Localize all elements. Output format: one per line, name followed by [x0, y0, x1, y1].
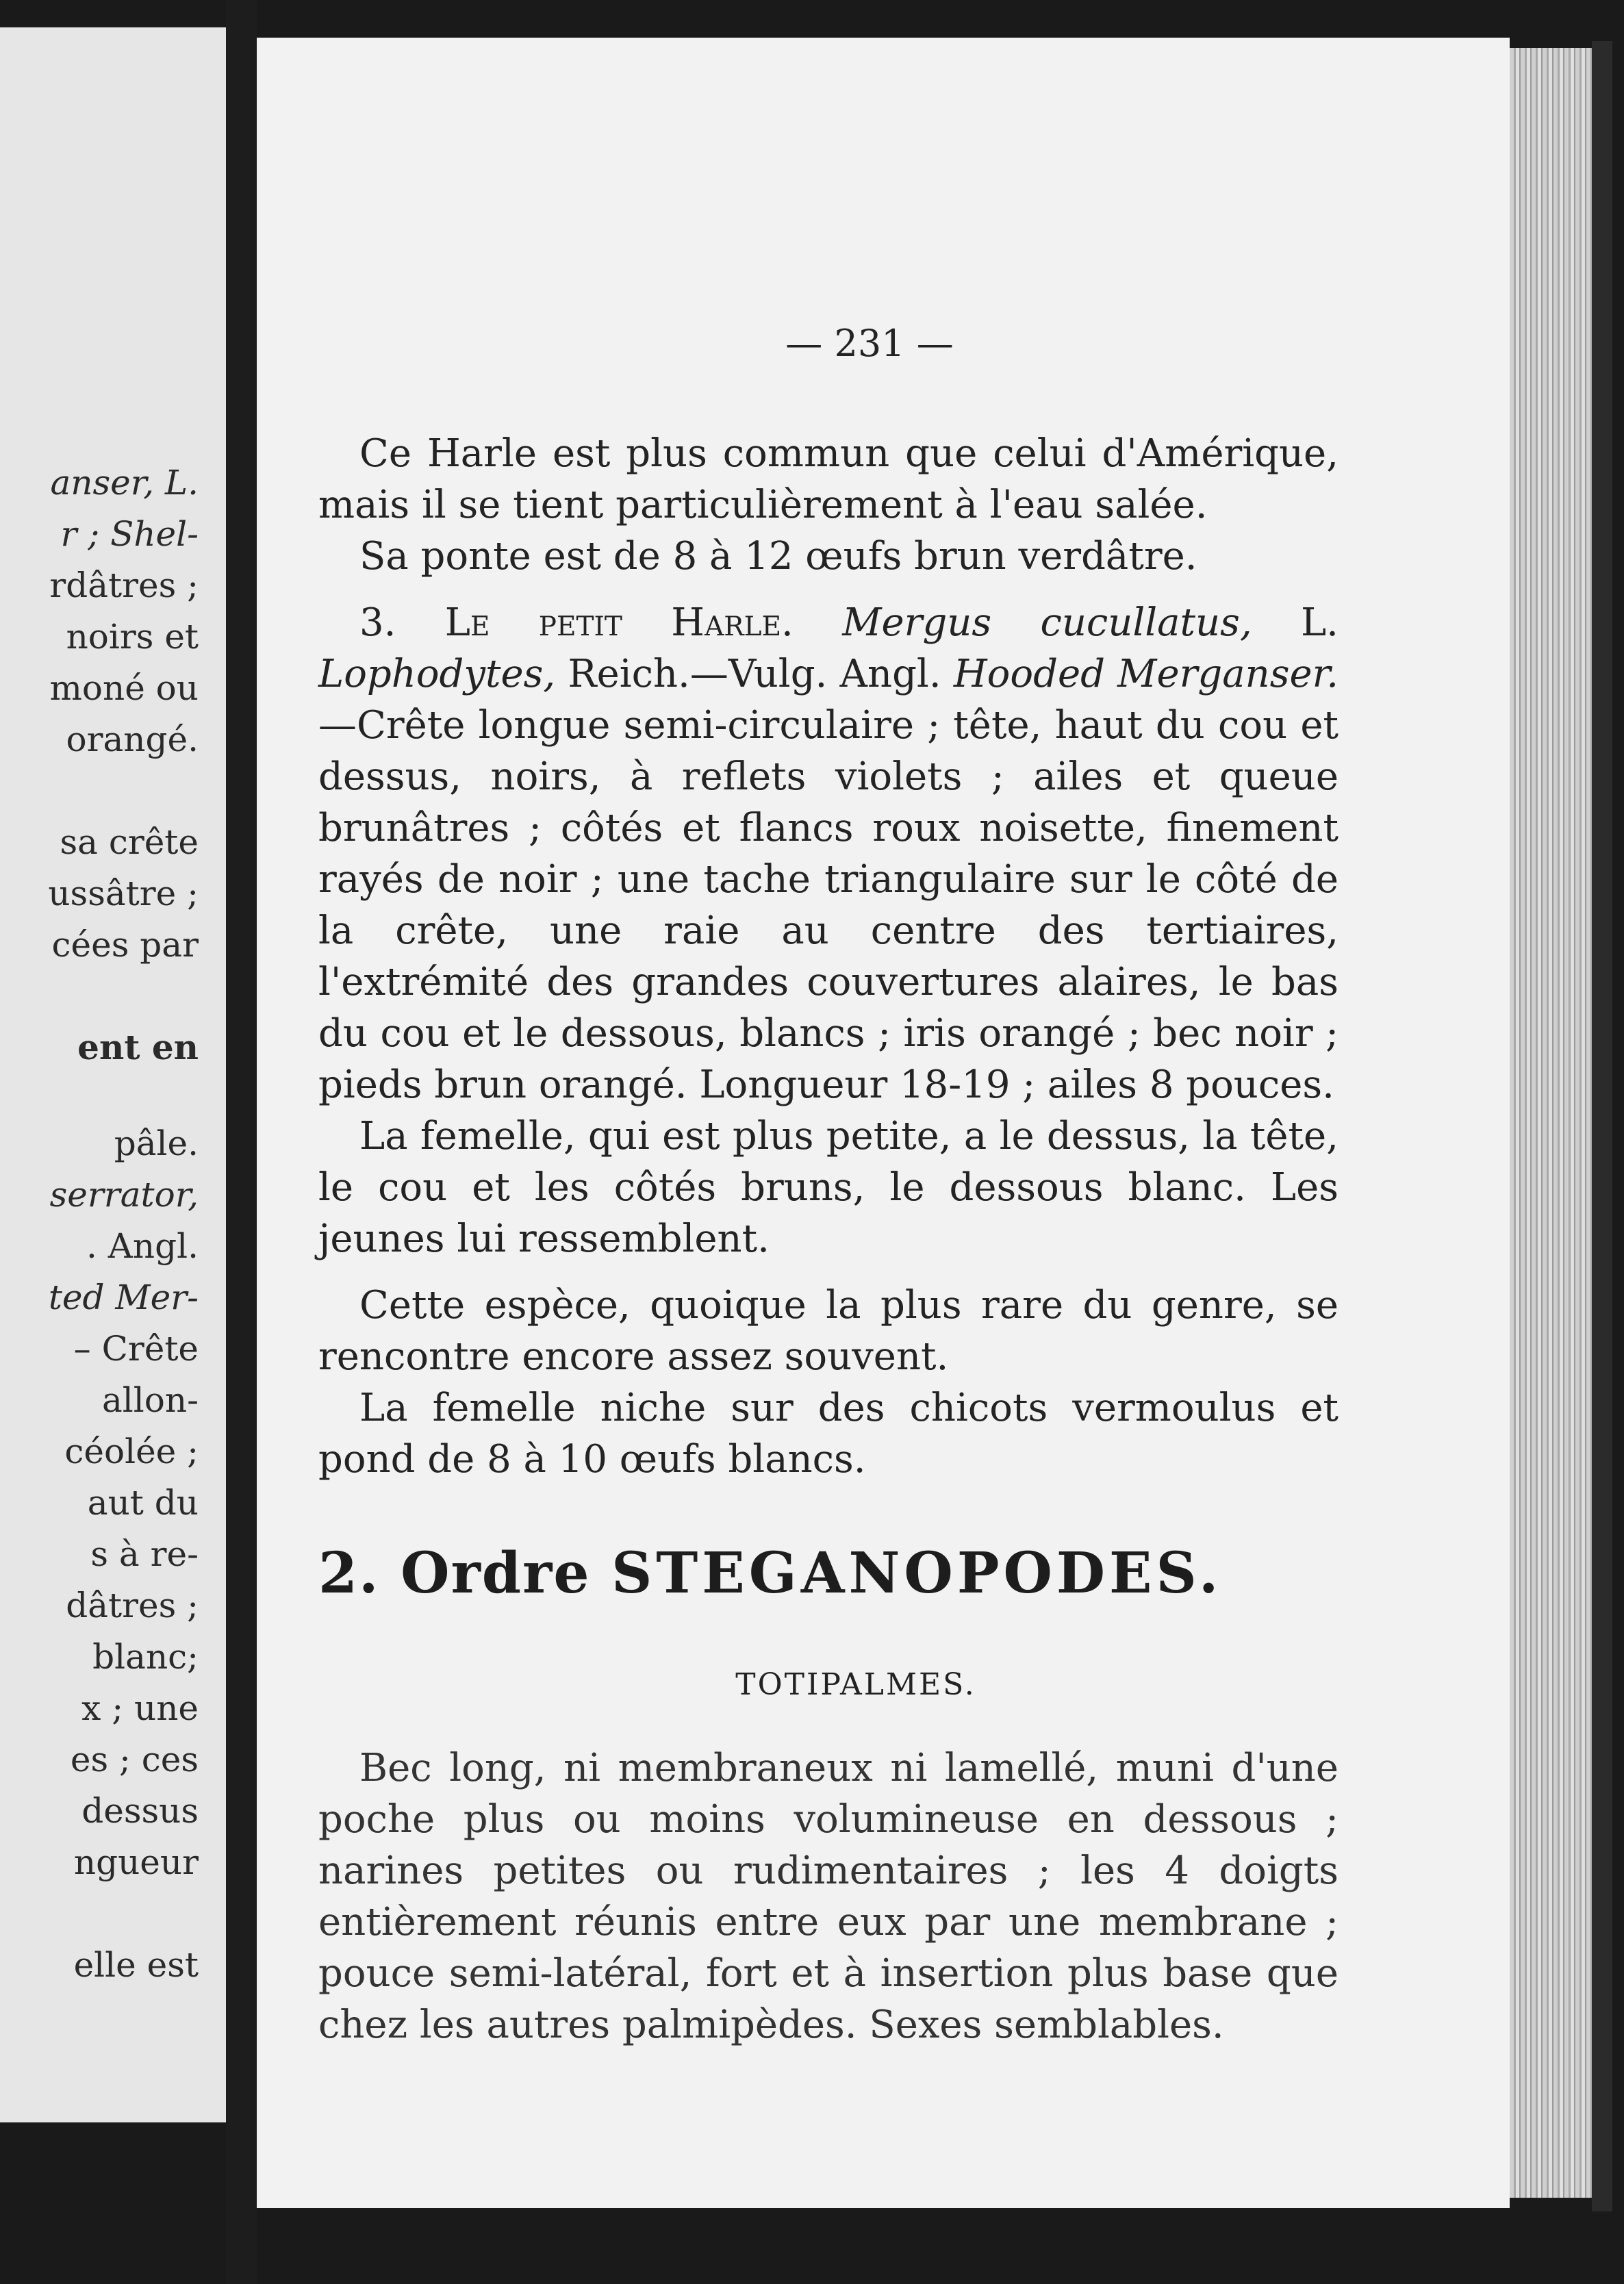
left-page-line: dâtres ;: [66, 1586, 199, 1625]
paragraph-text: Cette espèce, quoique la plus rare du genre, se rencontre encore assez souvent.: [318, 1283, 1338, 1379]
paragraph-text: Sa ponte est de 8 à 12 œufs brun verdâtre.: [359, 534, 1197, 579]
order-name: STEGANOPODES.: [611, 1540, 1223, 1606]
left-page-line: ted Mer-: [48, 1278, 199, 1317]
order-heading: [318, 1540, 1345, 1606]
left-page-line: . Angl.: [86, 1226, 199, 1266]
left-page: [0, 27, 226, 2122]
paragraph: [318, 428, 1338, 531]
left-page-line: aut du: [87, 1483, 199, 1523]
paragraph: [318, 1280, 1338, 1382]
left-page-line: moné ou: [49, 668, 199, 708]
text-block-bottom: [318, 1742, 1338, 2051]
left-page-line: noirs et: [66, 617, 199, 657]
left-page-line: ngueur: [73, 1842, 199, 1882]
left-page-line: ussâtre ;: [48, 874, 199, 913]
left-page-line: sa crête: [60, 822, 199, 862]
left-page-line: elle est: [73, 1945, 199, 1985]
book-gutter: [226, 0, 257, 2284]
text-block-top: [318, 428, 1338, 1485]
right-page: [257, 38, 1510, 2208]
species-common-name: Le petit Harle.: [444, 600, 794, 645]
paragraph: [318, 1382, 1338, 1485]
species-latin-name: Mergus cucullatus,: [842, 600, 1252, 645]
left-page-line: s à re-: [90, 1534, 199, 1574]
left-page-line: – Crête: [73, 1329, 199, 1369]
left-page-line: es ; ces: [70, 1740, 199, 1779]
species-author: L.: [1252, 600, 1338, 645]
paragraph-text: La femelle niche sur des chicots vermoulus et pond de 8 à 10 œufs blancs.: [318, 1386, 1338, 1482]
left-page-line: x ; une: [81, 1688, 199, 1728]
species-synonym: Lophodytes,: [318, 652, 556, 696]
species-entry: [318, 597, 1338, 1111]
paragraph-text: La femelle, qui est plus petite, a le dessus, la tête, le cou et les côtés bruns, le dessous blanc. Les jeunes lui ressemblent.: [318, 1114, 1338, 1261]
left-page-line: céolée ;: [64, 1432, 199, 1471]
species-description: —Crête longue semi-circulaire ; tête, haut du cou et dessus, noirs, à reflets violets ; ailes et queue brunâtres ; côtés et flancs roux noisette, finement rayés de noir ; une tache triangulaire sur le côté de la crête, une raie au centre des tertiaires, l'extrémité des grandes couvertures alaires, le bas du cou et le dessous, blancs ; iris orangé ; bec noir ; pieds brun orangé. Longueur 18-19 ; ailes 8 pouces.: [318, 703, 1338, 1107]
page-edges-shadow: [1592, 41, 1612, 2211]
species-number: 3.: [359, 600, 396, 645]
left-page-line: r ; Shel-: [60, 514, 199, 554]
left-page-line: blanc;: [92, 1637, 199, 1677]
left-page-line: dessus: [81, 1791, 199, 1831]
left-page-line: allon-: [102, 1380, 199, 1420]
subheading: TOTIPALMES.: [735, 1667, 976, 1702]
left-page-line: serrator,: [49, 1175, 199, 1215]
left-page-line: ent en: [77, 1027, 199, 1067]
left-page-line: rdâtres ;: [49, 566, 199, 605]
left-page-line: orangé.: [66, 720, 199, 759]
page-number: — 231 —: [785, 322, 954, 365]
species-synonym-author: Reich.—Vulg. Angl.: [555, 652, 954, 696]
left-page-line: pâle.: [114, 1124, 199, 1163]
paragraph-text: Ce Harle est plus commun que celui d'Amérique, mais il se tient particulièrement à l'eau salée.: [318, 431, 1338, 527]
paragraph: [318, 1111, 1338, 1265]
paragraph: [318, 1742, 1338, 2051]
paragraph: [318, 531, 1338, 582]
left-page-line: anser, L.: [50, 463, 199, 503]
paragraph-text: Bec long, ni membraneux ni lamellé, muni d'une poche plus ou moins volumineuse en dessous ; narines petites ou rudimentaires ; les 4 doigts entièrement réunis entre eux par une membrane ; pouce semi-latéral, fort et à insertion plus base que chez les autres palmipèdes. Sexes semblables.: [318, 1746, 1338, 2047]
left-page-line: cées par: [51, 925, 199, 965]
page-edges: [1510, 48, 1592, 2198]
species-english-name: Hooded Merganser.: [953, 652, 1339, 696]
order-number: 2. Ordre: [318, 1540, 591, 1606]
